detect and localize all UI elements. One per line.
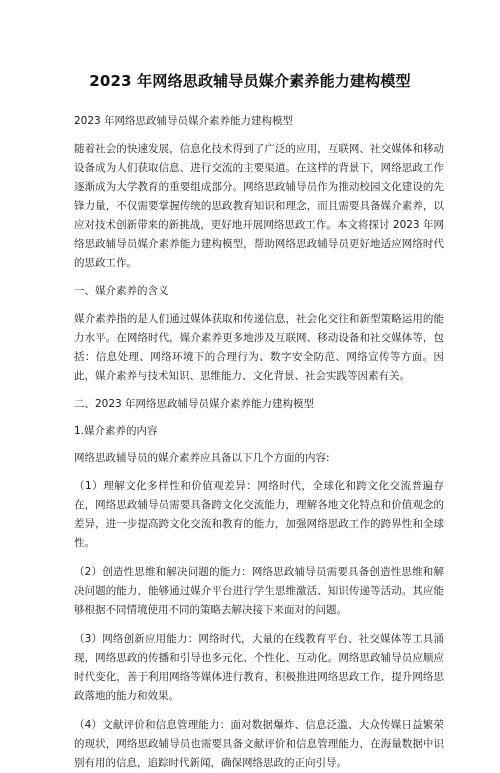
section-1-heading: 一、媒介素养的含义 — [74, 285, 169, 297]
list-item-2: （2）创造性思维和解决问题的能力：网络思政辅导员需要具备创造性思维和解决问题的能力，能够通过媒介平台进行学生思维激活、知识传递等活动。其应能够根据不同情境使用不同的策略去解决接下来面对的问题。 — [74, 566, 444, 616]
intro-paragraph: 随着社会的快速发展，信息化技术得到了广泛的应用，互联网、社交媒体和移动设备成为人们获取信息、进行交流的主要渠道。在这样的背景下，网络思政工作逐渐成为大学教育的重要组成部分。网络思政辅导员作为推动校园文化建设的先锋力量，不仅需要掌握传统的思政教育知识和理念，而且需要具备媒介素养，以应对技术创新带来的新挑战，更好地开展网络思政工作。本文将探讨 2023 年网络思政辅导员媒介素养能力建构模型，帮助网络思政辅导员更好地适应网络时代的思政工作。 — [74, 143, 444, 269]
document-subtitle: 2023 年网络思政辅导员媒介素养能力建构模型 — [74, 115, 294, 127]
list-item-4: （4）文献评价和信息管理能力：面对数据爆炸、信息泛滥、大众传媒日益繁荣的现状，网络思政辅导员也需要具备文献评价和信息管理能力，在海量数据中识别有用的信息，追踪时代新闻，确保网络思政的正向引导。 — [74, 719, 444, 769]
list-item-3: （3）网络创新应用能力：网络时代，大量的在线教育平台、社交媒体等工具涌现，网络思政的传播和引导也多元化、个性化、互动化。网络思政辅导员应顺应时代变化，善于利用网络等媒体进行教育，积极推进网络思政工作，提升网络思政落地的能力和效果。 — [74, 633, 444, 702]
list-item-1: （1）理解文化多样性和价值观差异：网络时代，全球化和跨文化交流普遍存在，网络思政辅导员需要具备跨文化交流能力，理解各地文化特点和价值观念的差异，进一步提高跨文化交流和教育的能力，加强网络思政工作的跨界性和全球性。 — [74, 480, 444, 549]
subsection-1-heading: 1.媒介素养的内容 — [74, 425, 158, 437]
document-title: 2023 年网络思政辅导员媒介素养能力建构模型 — [89, 72, 411, 90]
subsection-1-intro: 网络思政辅导员的媒介素养应具备以下几个方面的内容: — [74, 452, 330, 464]
section-2-heading: 二、2023 年网络思政辅导员媒介素养能力建构模型 — [74, 398, 315, 410]
section-1-paragraph: 媒介素养指的是人们通过媒体获取和传递信息，社会化交往和新型策略运用的能力水平。在网络时代，媒介素养更多地涉及互联网、移动设备和社交媒体等，包括：信息处理、网络环境下的合理行为、数字安全防范、网络宣传等方面。因此，媒介素养与技术知识、思维能力、文化背景、社会实践等因素有关。 — [74, 313, 444, 382]
